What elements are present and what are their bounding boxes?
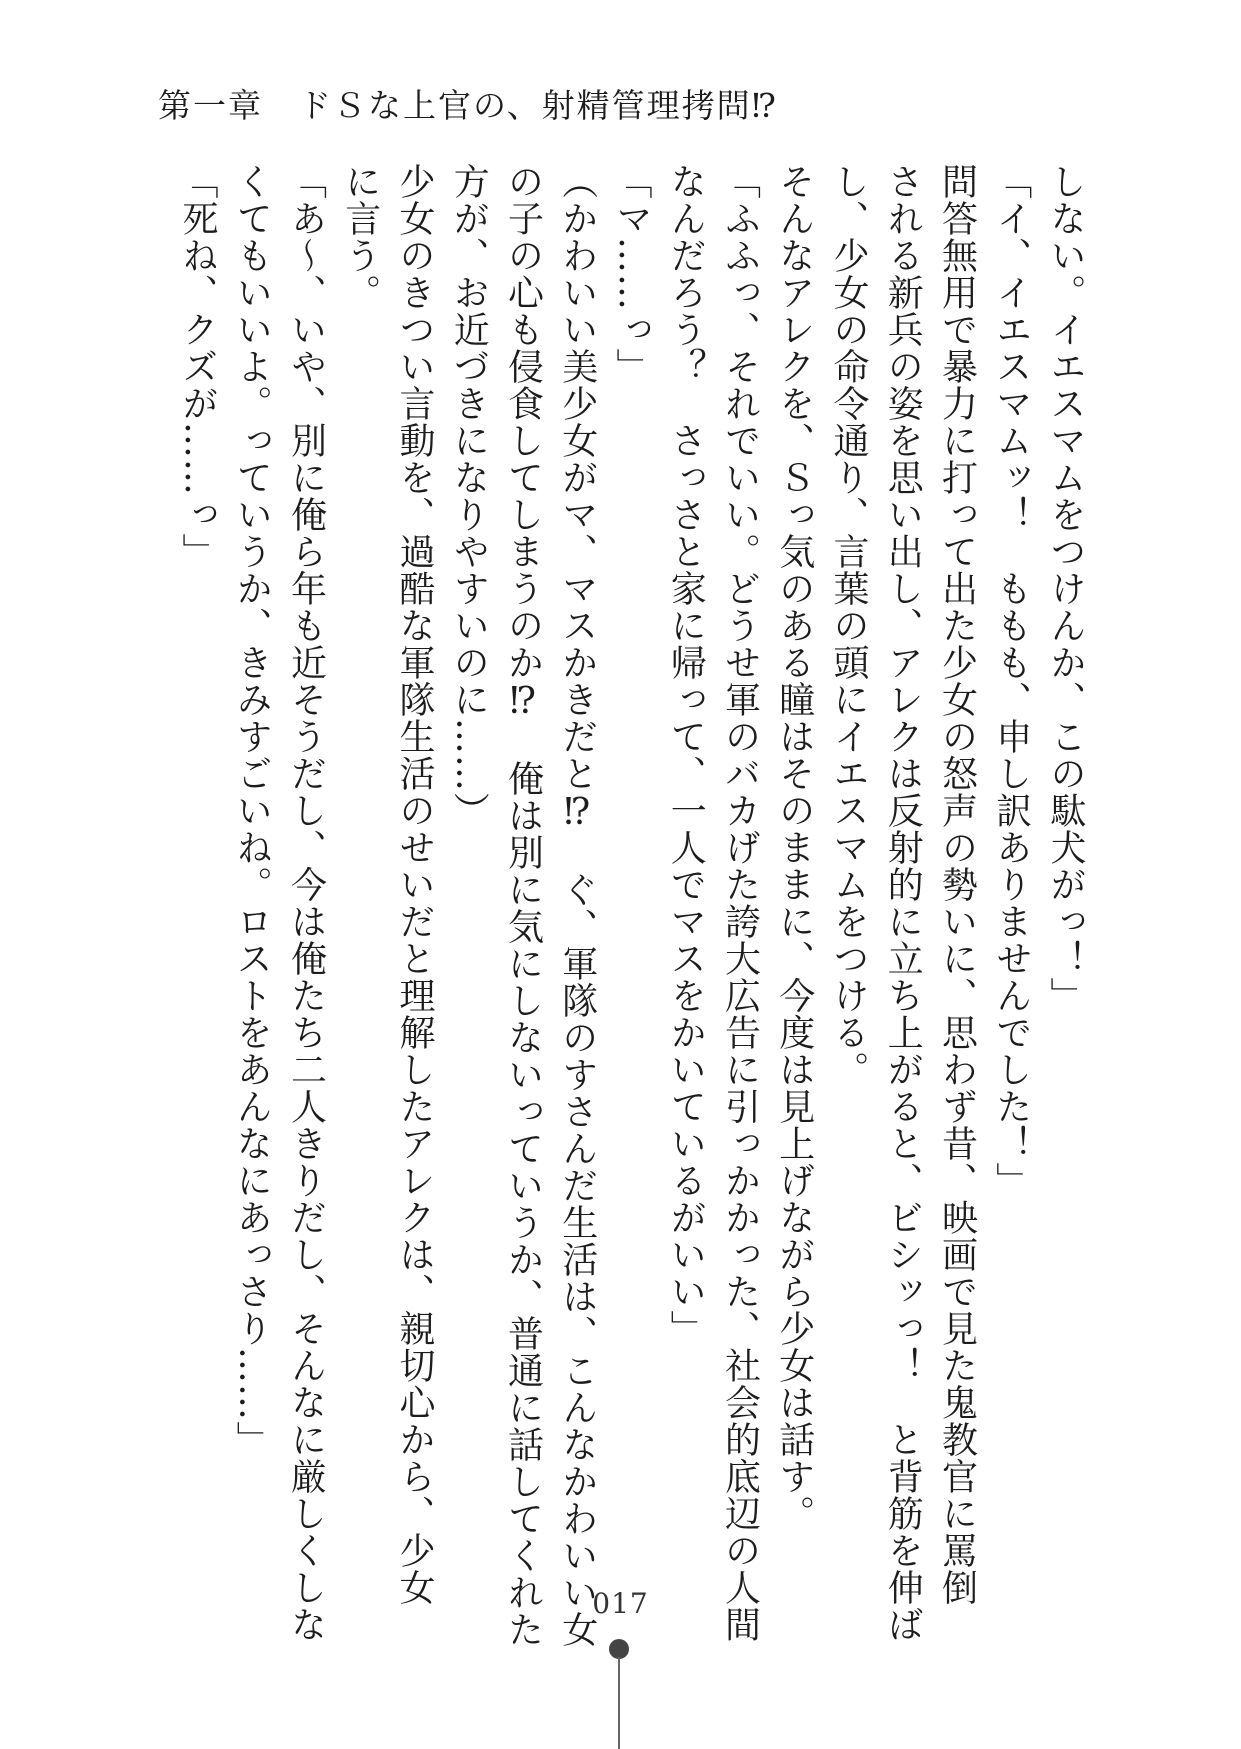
text-column: 「ふふっ、それでいい。どうせ軍のバカげた誇大広告に引っかかった、社会的底辺の人間 [719,163,761,1643]
text-column: し、少女の命令通り、言葉の頭にイエスマムをつける。 [828,163,869,1088]
text-column: そんなアレクを、Ｓっ気のある瞳はそのままに、今度は見上げながら少女は話す。 [773,163,815,1532]
page-marker-line [618,1657,620,1749]
page-number: 017 [592,1587,649,1620]
text-column: くてもいいよ。っていうか、きみすごいね。ロストをあんなにあっさり……」 [231,163,273,1458]
text-column: 「あ〜、いや、別に俺ら年も近そうだし、今は俺たち二人きりだし、そんなに厳しくしな [285,163,327,1643]
text-column: しない。イエスマムをつけんか、この駄犬がっ！」 [1045,163,1086,1014]
text-column: なんだろう？ さっさと家に帰って、一人でマスをかいているがいい」 [665,163,707,1347]
text-column: 「マ……っ」 [611,163,652,385]
text-column: （かわいい美少女がマ、マスかきだと⁉ ぐ、軍隊のすさんだ生活は、こんなかわいい女 [556,163,598,1648]
vertical-body-text [175,163,1095,1653]
text-column: 「死ね、クズが……っ」 [177,163,218,570]
text-column: 問答無用で暴力に打って出た少女の怒声の勢いに、思わず昔、映画で見た鬼教官に罵倒 [936,163,978,1606]
text-column: される新兵の姿を思い出し、アレクは反射的に立ち上がると、ビシッっ！ と背筋を伸ば [882,163,924,1643]
text-column: 「イ、イエスマムッ！ ももも、申し訳ありませんでした！」 [990,163,1032,1199]
text-column: 方が、お近づきになりやすいのに……） [448,163,490,829]
running-head: 第一章 ドＳな上官の、射精管理拷問⁉ [158,86,779,125]
text-column: に言う。 [339,163,381,311]
page-marker-dot [609,1639,629,1659]
text-column: 少女のきつい言動を、過酷な軍隊生活のせいだと理解したアレクは、親切心から、少女 [394,163,435,1606]
text-column: の子の心も侵食してしまうのか⁉ 俺は別に気にしないっていうか、普通に話してくれた [502,163,544,1648]
